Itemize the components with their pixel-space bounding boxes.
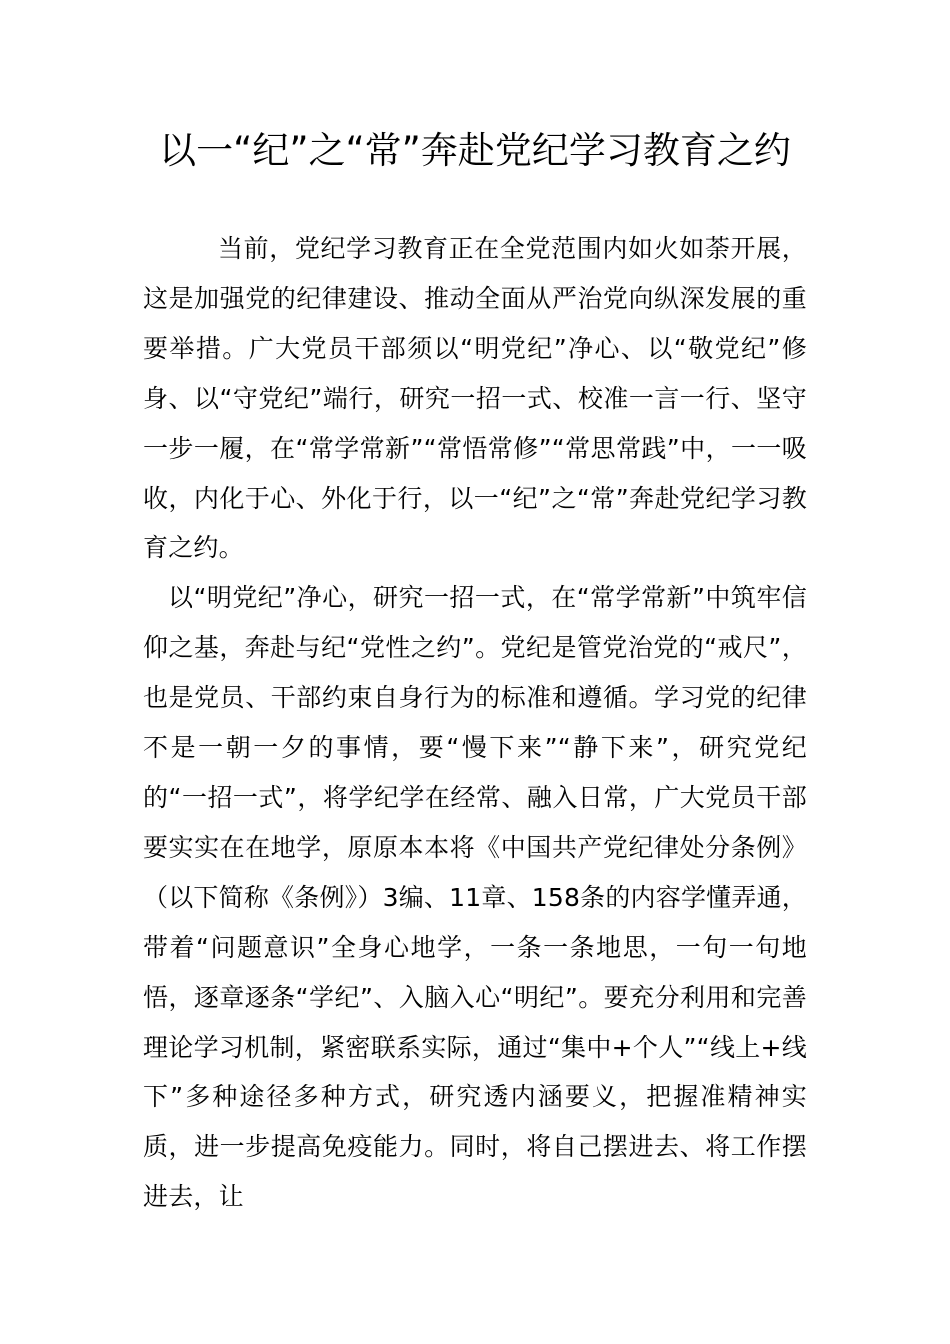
document-body	[143, 224, 807, 1222]
document-title: 以一“纪”之“常”奔赴党纪学习教育之约	[159, 129, 791, 172]
paragraph-intro: 当前，党纪学习教育正在全党范围内如火如荼开展，这是加强党的纪律建设、推动全面从严治党向纵深发展的重要举措。广大党员干部须以“明党纪”净心、以“敬党纪”修身、以“守党纪”端行，研究一招一式、校准一言一行、坚守一步一履，在“常学常新”“常悟常修”“常思常践”中，一一吸收，内化于心、外化于行，以一“纪”之“常”奔赴党纪学习教育之约。	[143, 234, 807, 563]
paragraph-section-1: 以“明党纪”净心，研究一招一式，在“常学常新”中筑牢信仰之基，奔赴与纪“党性之约”。党纪是管党治党的“戒尺”，也是党员、干部约束自身行为的标准和遵循。学习党的纪律不是一朝一夕的事情，要“慢下来”“静下来”，研究党纪的“一招一式”，将学纪学在经常、融入日常，广大党员干部要实实在在地学，原原本本将《中国共产党纪律处分条例》（以下简称《条例》）3编、11章、158条的内容学懂弄通，带着“问题意识”全身心地学，一条一条地思，一句一句地悟，逐章逐条“学纪”、入脑入心“明纪”。要充分利用和完善理论学习机制，紧密联系实际，通过“集中+个人”“线上+线下”多种途径多种方式，研究透内涵要义，把握准精神实质，进一步提高免疫能力。同时，将自己摆进去、将工作摆进去，让	[143, 583, 807, 1212]
